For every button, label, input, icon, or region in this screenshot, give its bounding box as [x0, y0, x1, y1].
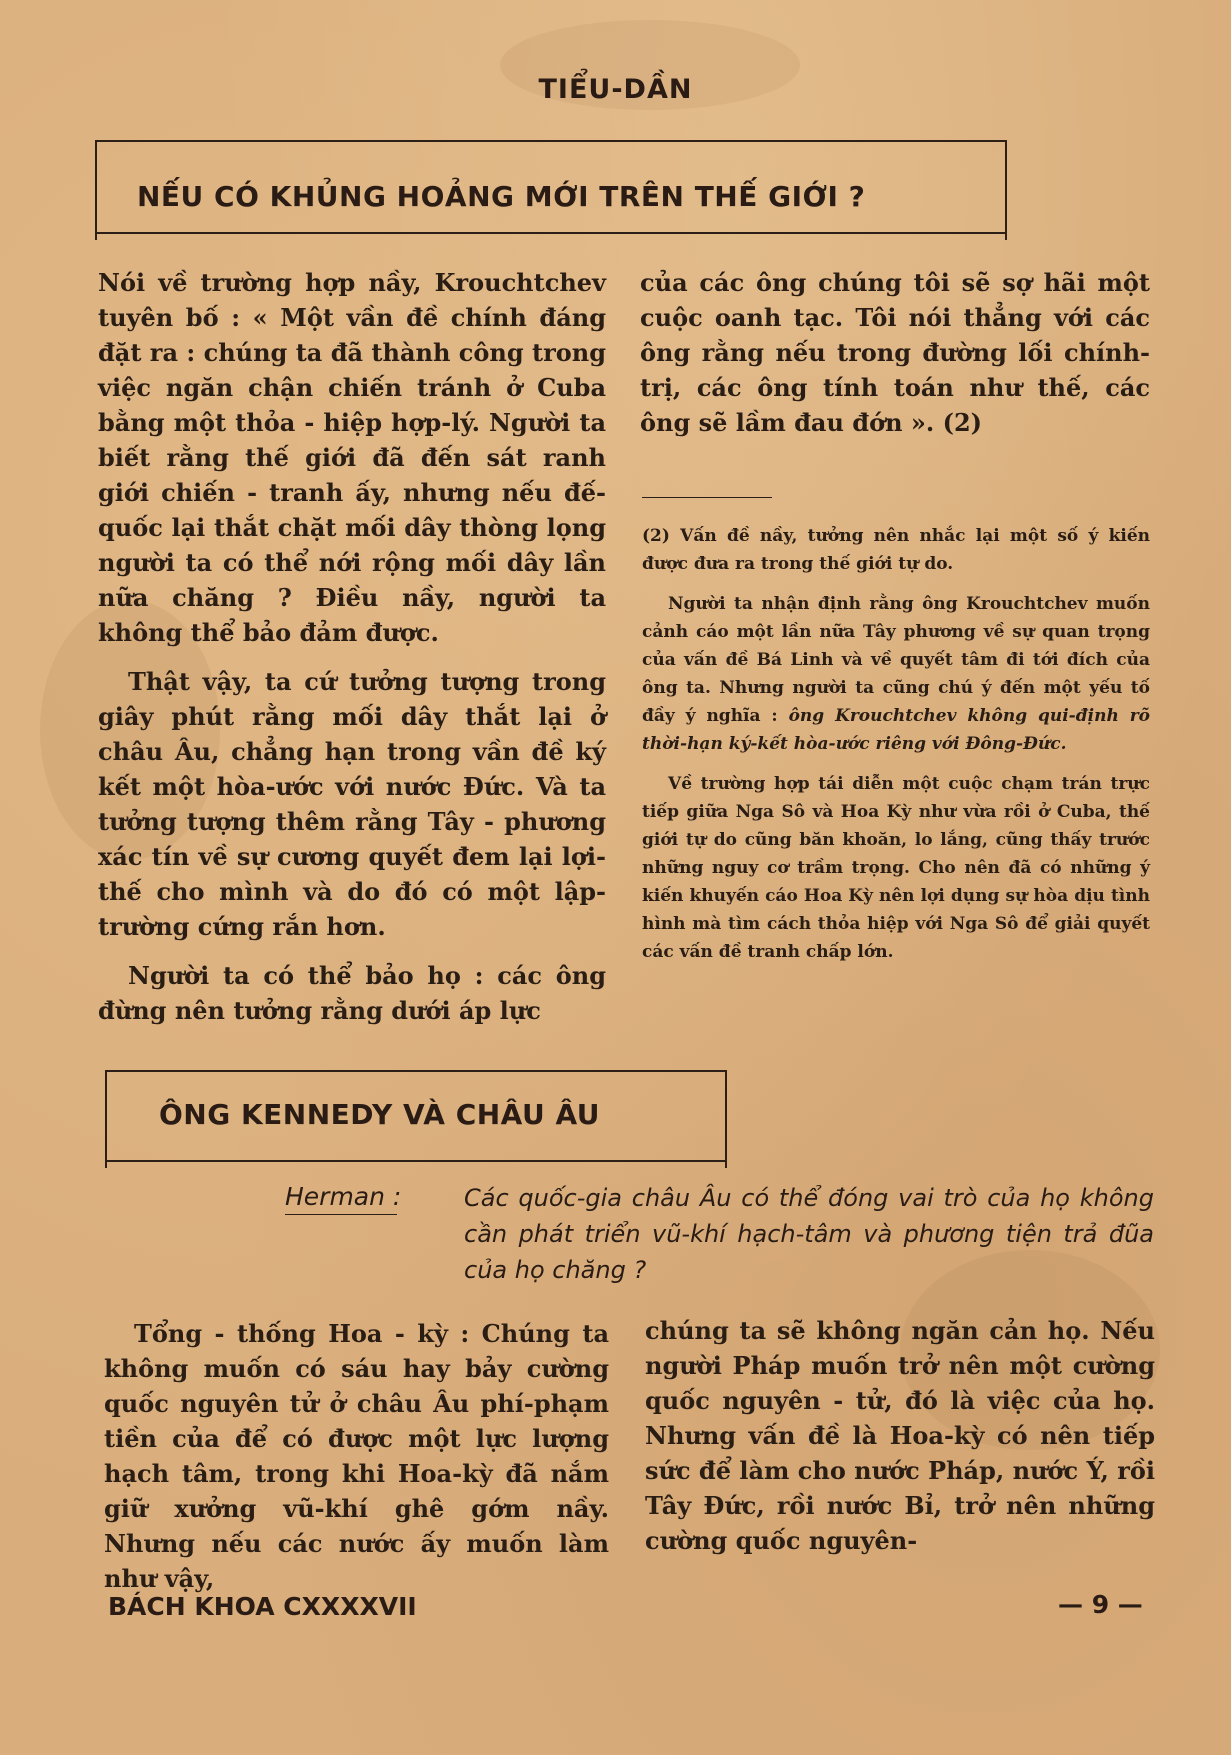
speaker-underline [285, 1214, 397, 1215]
footnote-paragraph [642, 590, 1150, 758]
paragraph: Người ta có thể bảo họ : các ông đừng nên tưởng rằng dưới áp lực [98, 961, 606, 1025]
footnote-divider [642, 497, 772, 498]
article1-column-left [98, 265, 606, 1042]
paragraph: của các ông chúng tôi sẽ sợ hãi một cuộc oanh tạc. Tôi nói thẳng với các ông rằng nếu trong đường lối chính-trị, các ông tính toán như thế, các ông sẽ lầm đau đớn ». (2) [640, 268, 1150, 437]
article2-column-left [104, 1316, 609, 1610]
paragraph: Tổng - thống Hoa - kỳ : Chúng ta không muốn có sáu hay bảy cường quốc nguyên tử ở châu Âu phí-phạm tiền của để có được một lực lượng hạch tâm, trong khi Hoa-kỳ đã nắm giữ xưởng vũ-khí ghê gớm nầy. Nhưng nếu các nước ấy muốn làm như vậy, [104, 1319, 609, 1593]
running-head: TIỂU-DẦN [538, 74, 693, 105]
article1-column-right [640, 265, 1150, 454]
interview-speaker: Herman : [285, 1182, 402, 1211]
article-title: NẾU CÓ KHỦNG HOẢNG MỚI TRÊN THẾ GIỚI ? [137, 180, 866, 213]
paragraph: Thật vậy, ta cứ tưởng tượng trong giây phút rằng mối dây thắt lại ở châu Âu, chẳng hạn trong vần đề ký kết một hòa-ước với nước Đức. Và ta tưởng tượng thêm rằng Tây - phương xác tín về sự cương quyết đem lại lợi-thế cho mình và do đó có một lập-trường cứng rắn hơn. [98, 667, 606, 941]
footnote-text: Người ta nhận định rằng ông Krouchtchev muốn cảnh cáo một lần nữa Tây phương về sự quan trọng của vấn đề Bá Linh và về quyết tâm đi tới đích của ông ta. Nhưng người ta cũng chú ý đến một yếu tố đầy ý nghĩa : [642, 594, 1150, 726]
title-box-rule [97, 232, 1005, 234]
interview-question: Các quốc-gia châu Âu có thể đóng vai trò của họ không cần phát triển vũ-khí hạch-tâm và phương tiện trả đũa của họ chăng ? [464, 1184, 1154, 1284]
footnote-emphasis: ông Krouchtchev không qui-định rõ thời-hạn ký-kết hòa-ước riêng với Đông-Đức. [642, 706, 1150, 754]
article-title-box [105, 1070, 727, 1168]
page-number: — 9 — [1058, 1590, 1143, 1619]
article2-column-right [645, 1313, 1155, 1572]
paragraph: chúng ta sẽ không ngăn cản họ. Nếu người Pháp muốn trở nên một cường quốc nguyên - tử, đó là việc của họ. Nhưng vấn đề là Hoa-kỳ có nên tiếp sức để làm cho nước Pháp, nước Ý, rồi Tây Đức, rồi nước Bỉ, trở nên những cường quốc nguyên- [645, 1316, 1155, 1555]
publication-footer: BÁCH KHOA CXXXXVII [108, 1592, 417, 1621]
footnote-paragraph: (2) Vấn đề nầy, tưởng nên nhắc lại một số ý kiến được đưa ra trong thế giới tự do. [642, 526, 1150, 574]
title-box-rule [107, 1160, 725, 1162]
paragraph: Nói về trường hợp nầy, Krouchtchev tuyên bố : « Một vần đề chính đáng đặt ra : chúng ta đã thành công trong việc ngăn chận chiến tránh ở Cuba bằng một thỏa - hiệp hợp-lý. Người ta biết rằng thế giới đã đến sát ranh giới chiến - tranh ấy, nhưng nếu đế-quốc lại thắt chặt mối dây thòng lọng người ta có thể nới rộng mối dây lần nữa chăng ? Điều nầy, người ta không thể bảo đảm được. [98, 268, 606, 647]
article-title: ÔNG KENNEDY VÀ CHÂU ÂU [159, 1098, 601, 1131]
footnote-paragraph: Về trường hợp tái diễn một cuộc chạm trán trực tiếp giữa Nga Sô và Hoa Kỳ như vừa rồi ở Cuba, thế giới tự do cũng băn khoăn, lo lắng, cũng thấy trước những nguy cơ trầm trọng. Cho nên đã có những ý kiến khuyến cáo Hoa Kỳ nên lợi dụng sự hòa dịu tình hình mà tìm cách thỏa hiệp với Nga Sô để giải quyết các vấn đề tranh chấp lớn. [642, 774, 1150, 962]
article-title-box [95, 140, 1007, 240]
footnote-block [642, 522, 1150, 978]
